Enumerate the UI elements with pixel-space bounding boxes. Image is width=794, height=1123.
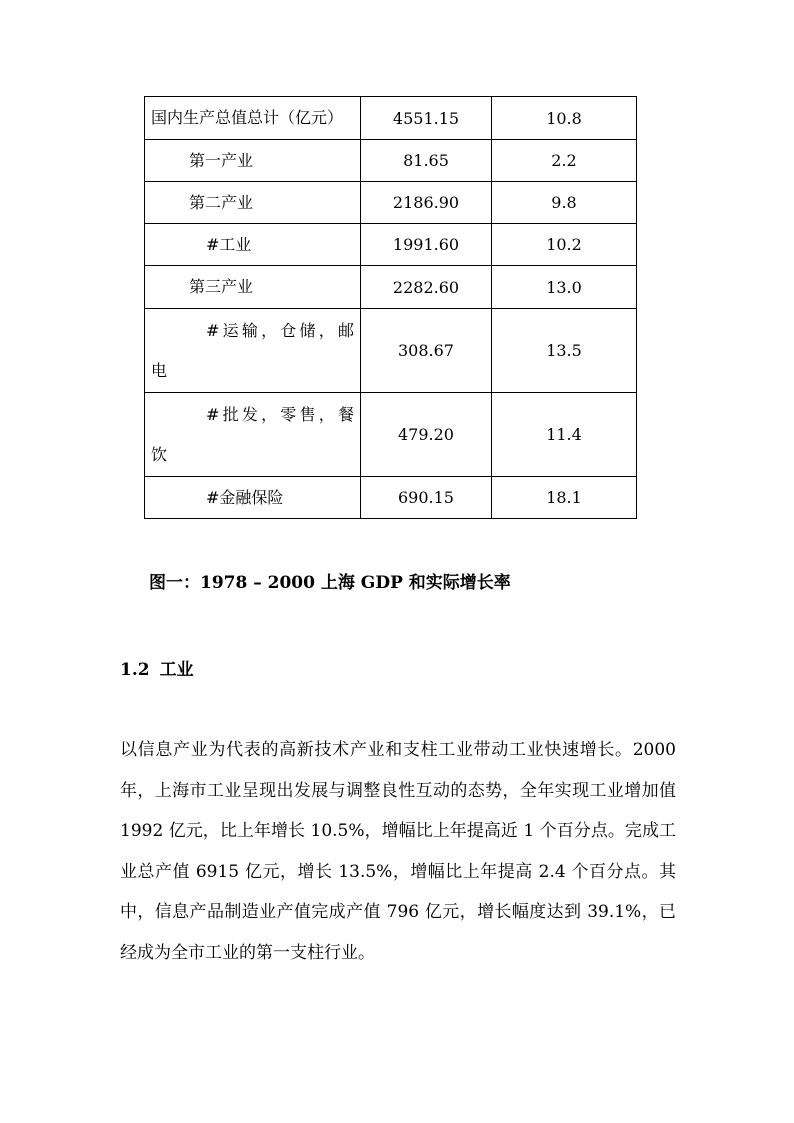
row-rate: 2.2 — [551, 151, 577, 170]
row-value: 81.65 — [403, 151, 449, 170]
row-label-line: 饮 — [151, 444, 168, 464]
section-number: 1.2 — [120, 660, 150, 680]
row-rate-cell — [492, 140, 637, 182]
row-label-cell — [145, 224, 361, 266]
row-label: 国内生产总值总计（亿元） — [151, 108, 344, 127]
row-rate: 9.8 — [551, 193, 577, 212]
row-value: 1991.60 — [392, 235, 460, 254]
row-label — [145, 395, 360, 475]
row-label-line: #运输，仓储，邮 — [206, 320, 354, 340]
row-rate-cell — [492, 393, 637, 477]
row-label: 第三产业 — [189, 277, 254, 296]
row-label: 第二产业 — [189, 192, 254, 212]
row-label-cell — [145, 393, 361, 477]
row-rate-cell — [492, 266, 637, 309]
row-label-cell — [145, 309, 361, 393]
table-row — [145, 140, 637, 182]
row-label-cell — [145, 140, 361, 182]
row-value: 2282.60 — [392, 277, 460, 297]
row-rate-cell — [492, 182, 637, 224]
row-value-cell — [361, 309, 492, 393]
row-value-cell — [361, 140, 492, 182]
row-value: 4551.15 — [392, 108, 460, 128]
row-rate-cell — [492, 97, 637, 140]
row-rate-cell — [492, 309, 637, 393]
row-label-cell — [145, 266, 361, 309]
row-label — [145, 311, 360, 391]
row-rate-cell — [492, 477, 637, 519]
row-value: 479.20 — [398, 425, 454, 444]
row-label-line: #批发，零售，餐 — [206, 404, 354, 424]
row-value-cell — [361, 97, 492, 140]
table-row — [145, 309, 637, 393]
row-value-cell — [361, 393, 492, 477]
figure-caption: 图一：1978 – 2000 上海 GDP 和实际增长率 — [149, 573, 511, 593]
row-label: 第一产业 — [189, 150, 254, 170]
row-value: 690.15 — [398, 488, 454, 507]
row-label-cell — [145, 97, 361, 140]
row-rate: 11.4 — [546, 425, 582, 444]
section-heading — [120, 655, 194, 680]
row-value-cell — [361, 182, 492, 224]
table-row — [145, 97, 637, 140]
row-rate: 18.1 — [546, 488, 582, 507]
row-label-line: 电 — [151, 360, 168, 380]
table-row — [145, 224, 637, 266]
row-value-cell — [361, 477, 492, 519]
row-value: 2186.90 — [392, 193, 460, 212]
row-rate-cell — [492, 224, 637, 266]
row-label-cell — [145, 477, 361, 519]
table-row — [145, 266, 637, 309]
row-label: #金融保险 — [206, 487, 284, 507]
gdp-table — [144, 96, 637, 519]
row-value-cell — [361, 224, 492, 266]
table-row — [145, 393, 637, 477]
row-rate: 13.0 — [546, 277, 582, 297]
section-title: 工业 — [159, 660, 194, 680]
row-rate: 13.5 — [546, 341, 582, 360]
row-label: #工业 — [206, 234, 252, 254]
body-paragraph: 以信息产业为代表的高新技术产业和支柱工业带动工业快速增长。2000 年，上海市工业呈现出发展与调整良性互动的态势，全年实现工业增加值 1992 亿元，比上年增长 10.5%，增幅比上年提高近 1 个百分点。完成工业总产值 6915 亿元，增长 13.5%，增幅比上年提高 2.4 个百分点。其中，信息产品制造业产值完成产值 796 亿元，增长幅度达到 39.1%，已经成为全市工业的第一支柱行业。 — [120, 740, 676, 963]
table-row — [145, 182, 637, 224]
row-rate: 10.2 — [546, 235, 582, 254]
table-row — [145, 477, 637, 519]
row-label-cell — [145, 182, 361, 224]
row-value-cell — [361, 266, 492, 309]
row-value: 308.67 — [398, 341, 454, 360]
row-rate: 10.8 — [546, 108, 582, 128]
